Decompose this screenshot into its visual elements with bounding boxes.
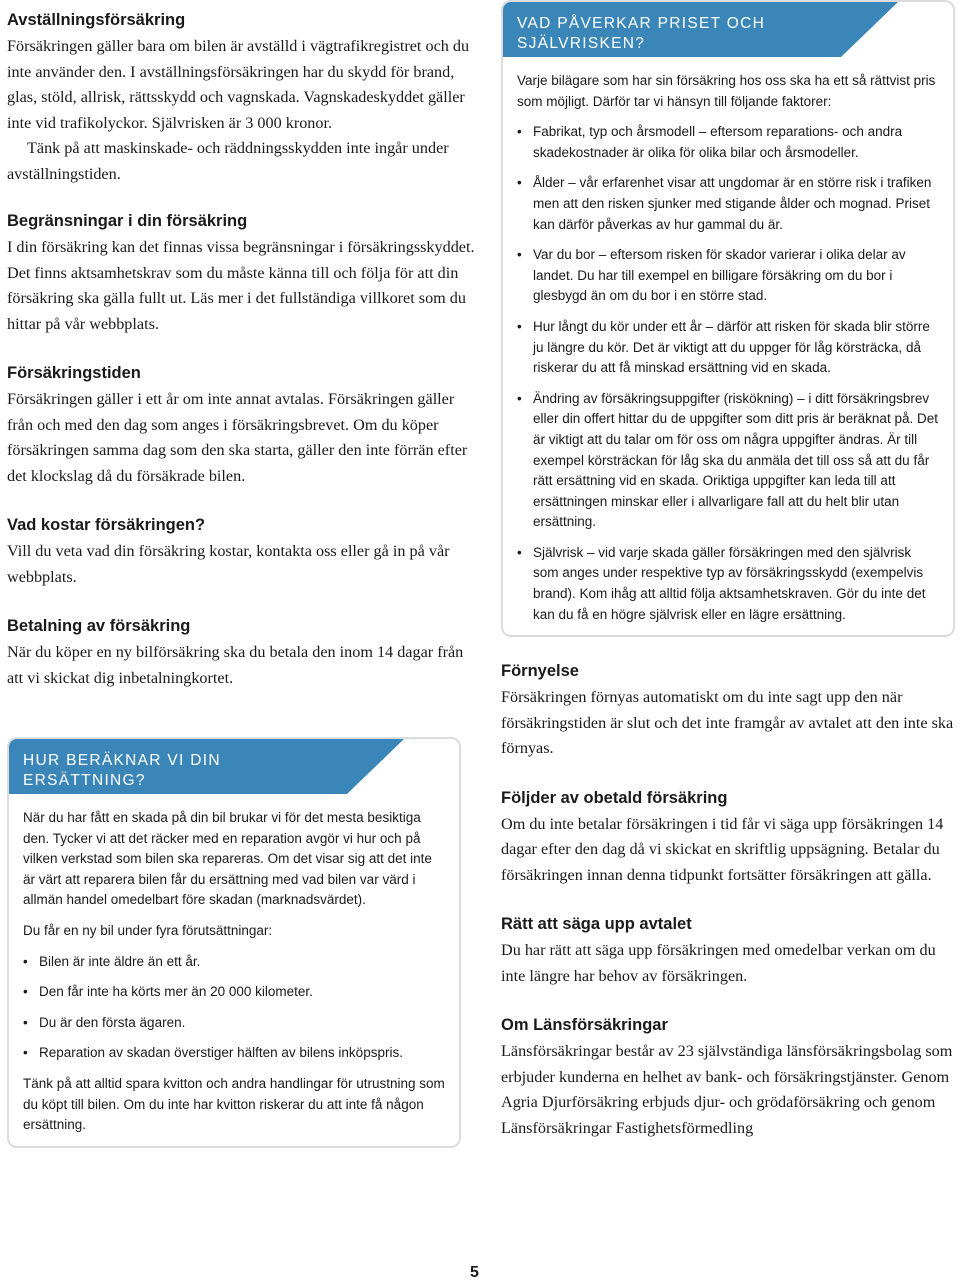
section-heading: Om Länsförsäkringar [501,1016,668,1035]
section-heading: Vad kostar försäkringen? [7,516,206,534]
section-heading: Rätt att säga upp avtalet [501,915,692,934]
list-item [517,389,939,533]
list-item [517,245,939,307]
paragraph: I din försäkring kan det finnas vissa begränsningar i försäkringsskyddet. Det finns aktsamhetskrav som du måste känna till och följa för att din försäkring ska gälla fullt ut. Läs mer i det fullständiga villkoret som du hittar på vår webbplats. [7,238,475,333]
list-item-text: Hur långt du kör under ett år – därför att risken för skada blir större ju längre du kör. Det är viktigt att du uppger för låg körsträcka, då riskerar du att få minskad ersättning vid en skada. [533,318,930,376]
paragraph: Försäkringen förnyas automatiskt om du inte sagt upp den när försäkringstiden är slut och det inte framgår av avtalet att den inte ska förnyas. [501,688,954,758]
bullet-icon: • [517,175,522,191]
bullet-icon: • [517,390,522,406]
bullet-icon: • [23,1014,28,1030]
paragraph: Vill du veta vad din försäkring kostar, kontakta oss eller gå in på vår webbplats. [7,542,450,586]
list-item-text: Ändring av försäkringsuppgifter (riskökning) – i ditt försäkringsbrev eller din offert hittar du de uppgifter som ditt pris är beräknat på. Det är viktigt att du talar om för oss om några uppgifter ändras. Är till exempel körsträckan för låg ska du anmäla det till oss så att du får rätt ersättning vid en skada. Oriktiga uppgifter kan leda till att ersättningen minskar eller i allvarligare fall att du helt blir utan ersättning. [533,390,938,530]
list-item [23,1013,445,1034]
section-avstallning [7,8,475,187]
list-item [517,122,939,163]
section-heading: Förnyelse [501,662,579,681]
bullet-icon: • [23,1045,28,1061]
box-title-line: ERSÄTTNING? [23,772,146,789]
section-om-lansforsakringar [501,1013,955,1141]
box-body [9,794,459,1146]
section-heading: Följder av obetald försäkring [501,788,728,807]
list-item-text: Reparation av skadan överstiger hälften av bilens inköpspris. [39,1045,403,1061]
page-number: 5 [470,1264,479,1281]
left-column [7,8,475,1148]
paragraph: Tänk på att alltid spara kvitton och andra handlingar för utrustning som du köpt till bilen. Om du inte har kvitton riskerar du att inte få någon ersättning. [23,1075,445,1133]
bullet-icon: • [23,984,28,1000]
bullet-icon: • [517,544,522,560]
section-heading: Begränsningar i din försäkring [7,212,248,230]
list-item-text: Bilen är inte äldre än ett år. [39,953,201,969]
paragraph: Länsförsäkringar består av 23 självständiga länsförsäkringsbolag som erbjuder kunderna en helhet av bank- och försäkringstjänster. Genom Agria Djurförsäkring erbjuds djur- och grödaförsäkring och genom Länsförsäkringar Fastighetsförmedling [501,1042,953,1137]
bullet-list [517,122,939,625]
box-title-line: HUR BERÄKNAR VI DIN [23,752,221,769]
section-betalning [7,614,475,691]
bullet-icon: • [517,318,522,334]
section-forsakringstiden [7,361,475,489]
bullet-list [23,952,445,1064]
section-vad-kostar [7,513,475,590]
list-item-text: Ålder – vår erfarenhet visar att ungdomar är en större risk i trafiken men att den risken sjunker med stigande ålder och mognad. Priset kan därför påverkas av hur gammal du är. [533,175,932,232]
paragraph: När du köper en ny bilförsäkring ska du betala den inom 14 dagar från att vi skickat dig inbetalningkortet. [7,643,464,687]
box-title-line: VAD PÅVERKAR PRISET OCH [517,15,766,32]
list-item-text: Självrisk – vid varje skada gäller försäkringen med den självrisk som anges under respektive typ av försäkringsskydd (exempelvis brand). Kom ihåg att alltid följa aktsamhetskraven. Gör du inte det kan du få en högre självrisk eller en lägre ersättning. [533,544,926,622]
list-item-text: Den får inte ha körts mer än 20 000 kilometer. [39,984,313,1000]
list-item-text: Du är den första ägaren. [39,1014,186,1030]
list-item [517,173,939,235]
paragraph: Tänk på att maskinskade- och räddningsskydden inte ingår under avställningstiden. [7,139,449,183]
paragraph: Varje bilägare som har sin försäkring hos oss ska ha ett så rättvist pris som möjligt. Därför tar vi hänsyn till följande faktorer: [517,73,936,109]
list-item [517,543,939,625]
section-ratt-att-saga-upp [501,912,955,989]
section-heading: Betalning av försäkring [7,617,191,635]
bullet-icon: • [517,124,522,140]
paragraph: Försäkringen gäller i ett år om inte annat avtalas. Försäkringen gäller från och med den dag som anges i försäkringsbrevet. Om du köper försäkringen samma dag som den ska starta, gäller den inte förrän efter det klockslag då du försäkrade bilen. [7,390,468,485]
list-item-text: Var du bor – eftersom risken för skador varierar i olika delar av landet. Du har till exempel en billigare försäkring om du bor i glesbygd än om du bor i en större stad. [533,247,906,304]
list-item-text: Fabrikat, typ och årsmodell – eftersom reparations- och andra skadekostnader är olika för olika bilar och årsmodeller. [533,124,903,160]
info-box-priset [501,0,955,637]
paragraph: Du har rätt att säga upp försäkringen med omedelbar verkan om du inte längre har behov av försäkringen. [501,941,936,985]
paragraph: Försäkringen gäller bara om bilen är avställd i vägtrafikregistret och du inte använder den. I avställningsförsäkringen har du skydd för brand, glas, stöld, allrisk, rättsskydd och vagnskada. Vagnskadeskyddet gäller inte vid trafikolyckor. Självrisken är 3 000 kronor. [7,37,470,132]
section-fornyelse [501,659,955,762]
list-item [23,982,445,1003]
right-column [501,0,955,1165]
list-item [23,1043,445,1064]
box-title [517,14,765,54]
paragraph: Om du inte betalar försäkringen i tid får vi säga upp försäkringen 14 dagar efter den dag då vi skickat en skriftlig uppsägning. Betalar du försäkringen innan denna tidpunkt fortsätter försäkringen att gälla. [501,814,944,884]
section-heading: Avställningsförsäkring [7,11,186,29]
box-body [503,57,953,635]
box-title [23,751,221,791]
paragraph: När du har fått en skada på din bil brukar vi för det mesta besiktiga den. Tycker vi att det räcker med en reparation avgör vi hur och på vilken verkstad som bilen ska repareras. Om det visar sig att det inte är värt att reparera bilen får du ersättning med vad bilen var värd i allmän handel omedelbart före skadan (marknadsvärdet). [23,810,432,908]
box-header [503,2,953,57]
list-item [23,952,445,973]
section-heading: Försäkringstiden [7,364,141,382]
paragraph: Du får en ny bil under fyra förutsättningar: [23,922,273,938]
bullet-icon: • [23,953,28,969]
box-header [9,739,459,794]
list-item [517,317,939,379]
info-box-ersattning [7,737,461,1148]
box-title-line: SJÄLVRISKEN? [517,35,646,52]
bullet-icon: • [517,247,522,263]
section-foljder [501,786,955,889]
section-begransningar [7,209,475,337]
